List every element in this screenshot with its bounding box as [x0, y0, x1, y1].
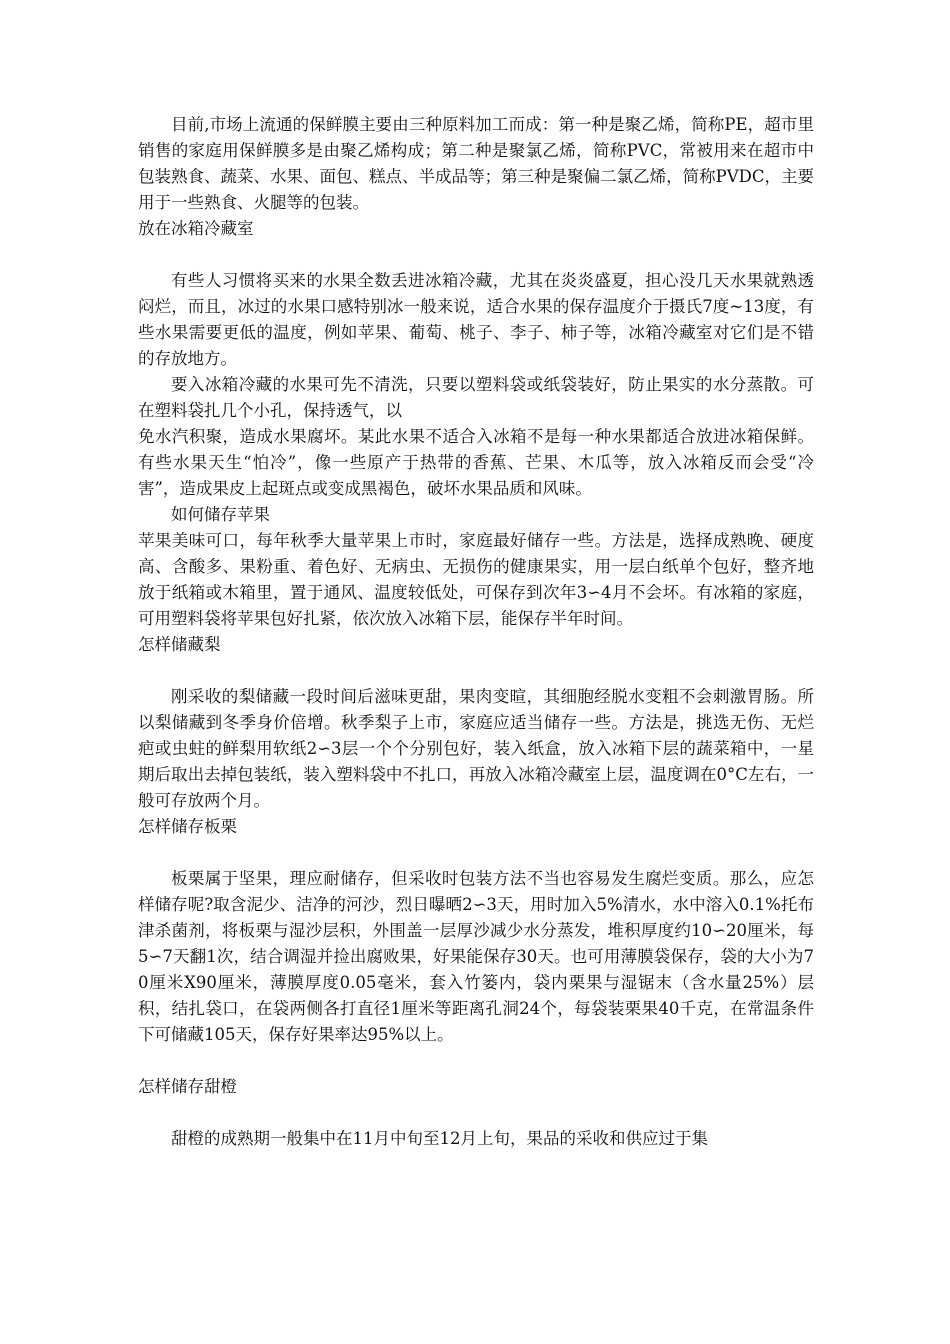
fridge-paragraph-2: 要入冰箱冷藏的水果可先不清洗，只要以塑料袋或纸袋装好，防止果实的水分蒸散。可在塑料袋扎几个小孔，保持透气，以 — [138, 375, 814, 420]
section-heading-orange: 怎样储存甜橙 — [138, 1077, 237, 1096]
apple-paragraph: 苹果美味可口，每年秋季大量苹果上市时，家庭最好储存一些。方法是，选择成熟晚、硬度高、含酸多、果粉重、着色好、无病虫、无损伤的健康果实，用一层白纸单个包好，整齐地放于纸箱或木箱里，置于通风、温度较低处，可保存到次年3∽4月不会坏。有冰箱的家庭，可用塑料袋将苹果包好扎紧，依次放入冰箱下层，能保存半年时间。 — [138, 531, 814, 628]
blank-line — [138, 840, 814, 866]
chestnut-paragraph: 板栗属于坚果，理应耐储存，但采收时包装方法不当也容易发生腐烂变质。那么，应怎样储存呢?取含泥少、洁净的河沙，烈日曝晒2∽3天，用时加入5%清水，水中溶入0.1%托布津杀菌剂，将板栗与湿沙层积，外围盖一层厚沙减少水分蒸发，堆积厚度约10∽20厘米，每5∽7天翻1次，结合调湿并捡出腐败果，好果能保存30天。也可用薄膜袋保存，袋的大小为70厘米X90厘米，薄膜厚度0.05毫米，套入竹篓内，袋内栗果与湿锯末（含水量25%）层积，结扎袋口，在袋两侧各打直径1厘米等距离孔洞24个，每袋装栗果40千克，在常温条件下可储藏105天，保存好果率达95%以上。 — [138, 869, 814, 1044]
pear-paragraph: 刚采收的梨储藏一段时间后滋味更甜，果肉变暄，其细胞经脱水变粗不会刺激胃肠。所以梨储藏到冬季身价倍增。秋季梨子上市，家庭应适当储存一些。方法是，挑选无伤、无烂疤或虫蛀的鲜梨用软纸2∽3层一个个分别包好，装入纸盒，放入冰箱下层的蔬菜箱中，一星期后取出去掉包装纸，装入塑料袋中不扎口，再放入冰箱冷藏室上层，温度调在0°C左右，一般可存放两个月。 — [138, 687, 814, 810]
orange-paragraph: 甜橙的成熟期一般集中在11月中旬至12月上旬，果品的采收和供应过于集 — [171, 1129, 708, 1148]
blank-line — [138, 242, 814, 268]
fridge-paragraph-1: 有些人习惯将买来的水果全数丢进冰箱冷藏，尤其在炎炎盛夏，担心没几天水果就熟透闷烂，而且，冰过的水果口感特别冰一般来说，适合水果的保存温度介于摄氏7度~13度，有些水果需要更低的温度，例如苹果、葡萄、桃子、李子、柿子等，冰箱冷藏室对它们是不错的存放地方。 — [138, 271, 814, 368]
intro-paragraph: 目前,市场上流通的保鲜膜主要由三种原料加工而成：第一种是聚乙烯，简称PE，超市里销售的家庭用保鲜膜多是由聚乙烯构成；第二种是聚氯乙烯，简称PVC，常被用来在超市中包装熟食、蔬菜、水果、面包、糕点、半成品等；第三种是聚偏二氯乙烯，简称PVDC，主要用于一些熟食、火腿等的包装。 — [138, 115, 814, 212]
section-heading-pear: 怎样储藏梨 — [138, 635, 221, 654]
section-heading-apple: 如何储存苹果 — [171, 505, 270, 524]
blank-line — [138, 658, 814, 684]
fridge-paragraph-3: 免水汽积聚，造成水果腐坏。某此水果不适合入冰箱不是每一种水果都适合放进冰箱保鲜。有些水果天生“怕冷”，像一些原产于热带的香蕉、芒果、木瓜等，放入冰箱反而会受“冷害”，造成果皮上起斑点或变成黑褐色，破坏水果品质和风味。 — [138, 427, 814, 498]
document-body — [138, 112, 814, 1152]
section-heading-fridge: 放在冰箱冷藏室 — [138, 219, 254, 238]
blank-line — [138, 1048, 814, 1074]
blank-line — [138, 1100, 814, 1126]
section-heading-chestnut: 怎样储存板栗 — [138, 817, 237, 836]
